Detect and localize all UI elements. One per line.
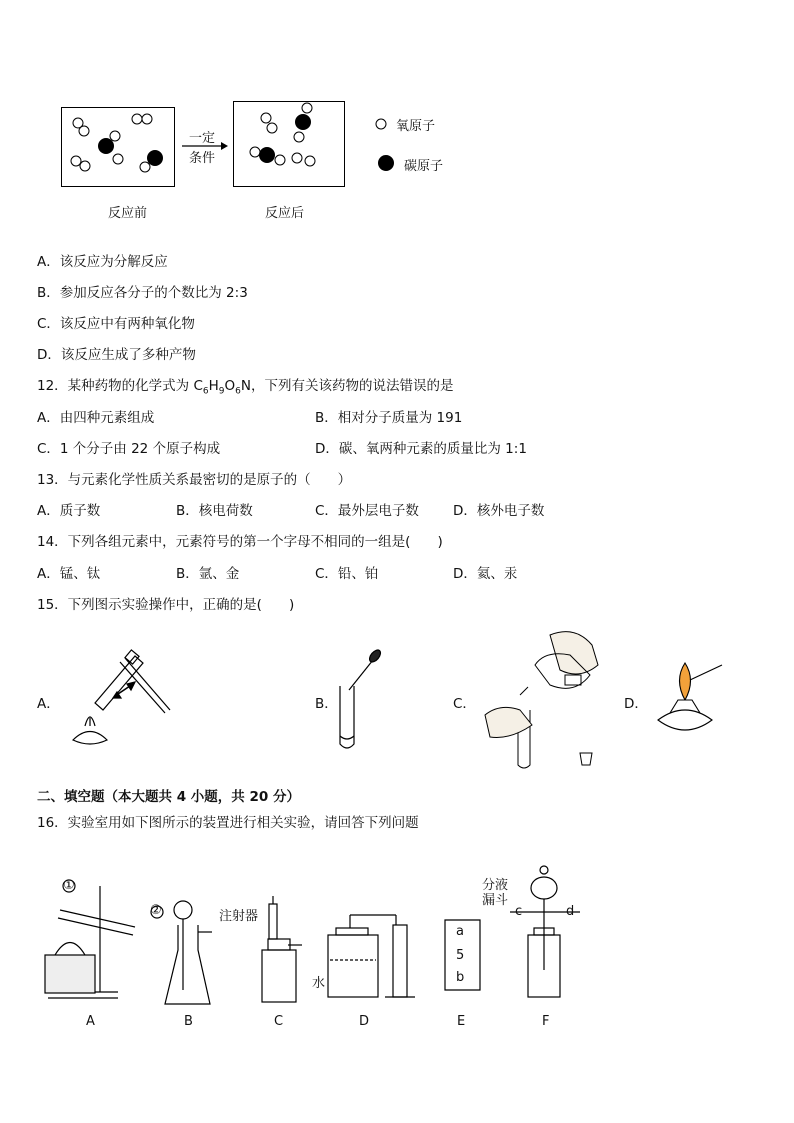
q13-option-a: A．质子数 <box>37 503 101 519</box>
q12-stem: 12．某种药物的化学式为 $C_6H_9O_6N$，下列有关该药物的说法错误的是 <box>37 378 454 397</box>
q12-option-c: C．1 个分子由 22 个原子构成 <box>37 441 221 457</box>
water-label: 水 <box>312 976 326 991</box>
apparatus-label-f: F <box>542 1014 550 1029</box>
scale-b-label: b <box>456 970 465 985</box>
q15-label-d: D． <box>624 696 648 712</box>
arrow-label-bottom: 条件 <box>189 151 216 166</box>
apparatus-label-c: C <box>274 1014 284 1029</box>
legend-carbon-label: 碳原子 <box>404 159 444 174</box>
apparatus-label-b: B <box>184 1014 193 1029</box>
q12-option-b: B．相对分子质量为 191 <box>315 410 463 426</box>
apparatus-label-a: A <box>86 1014 95 1029</box>
q14-option-b: B．氩、金 <box>176 566 240 582</box>
before-label: 反应前 <box>108 206 148 221</box>
q13-option-b: B．核电荷数 <box>176 503 253 519</box>
scale-a-label: a <box>456 924 464 939</box>
q15-label-a: A． <box>37 696 60 712</box>
funnel-label-line2: 漏斗 <box>482 893 509 908</box>
syringe-label: 注射器 <box>219 909 259 924</box>
q11-option-a: A．该反应为分解反应 <box>37 254 168 270</box>
scale-5-label: 5 <box>456 948 465 963</box>
q11-option-d: D．该反应生成了多种产物 <box>37 347 196 363</box>
port-c-label: c <box>515 904 523 919</box>
q14-stem: 14．下列各组元素中，元素符号的第一个字母不相同的一组是( ) <box>37 534 443 550</box>
legend-oxygen-label: 氧原子 <box>396 119 436 134</box>
after-label: 反应后 <box>265 206 305 221</box>
q12-option-d: D．碳、氧两种元素的质量比为 1:1 <box>315 441 527 457</box>
arrow-label-top: 一定 <box>189 131 216 146</box>
q14-option-d: D．氦、汞 <box>453 566 518 582</box>
q13-stem: 13．与元素化学性质关系最密切的是原子的（ ） <box>37 472 352 488</box>
section-heading: 二、填空题（本大题共 4 小题，共 20 分） <box>37 789 300 805</box>
apparatus-label-e: E <box>457 1014 466 1029</box>
q11-option-c: C．该反应中有两种氧化物 <box>37 316 195 332</box>
q11-option-b: B．参加反应各分子的个数比为 2:3 <box>37 285 248 301</box>
q14-option-c: C．铅、铂 <box>315 566 379 582</box>
q15-label-c: C． <box>453 696 476 712</box>
q16-stem: 16．实验室用如下图所示的装置进行相关实验，请回答下列问题 <box>37 815 419 831</box>
funnel-label-line1: 分液 <box>482 878 509 893</box>
circle-1-label: ① <box>63 878 75 893</box>
q13-option-d: D．核外电子数 <box>453 503 545 519</box>
apparatus-label-d: D <box>359 1014 370 1029</box>
circle-2-label: ② <box>150 903 162 918</box>
q12-option-a: A．由四种元素组成 <box>37 410 155 426</box>
port-d-label: d <box>566 904 575 919</box>
q15-stem: 15．下列图示实验操作中，正确的是( ) <box>37 597 295 613</box>
q13-option-c: C．最外层电子数 <box>315 503 419 519</box>
q15-label-b: B． <box>315 696 338 712</box>
q14-option-a: A．锰、钛 <box>37 566 101 582</box>
